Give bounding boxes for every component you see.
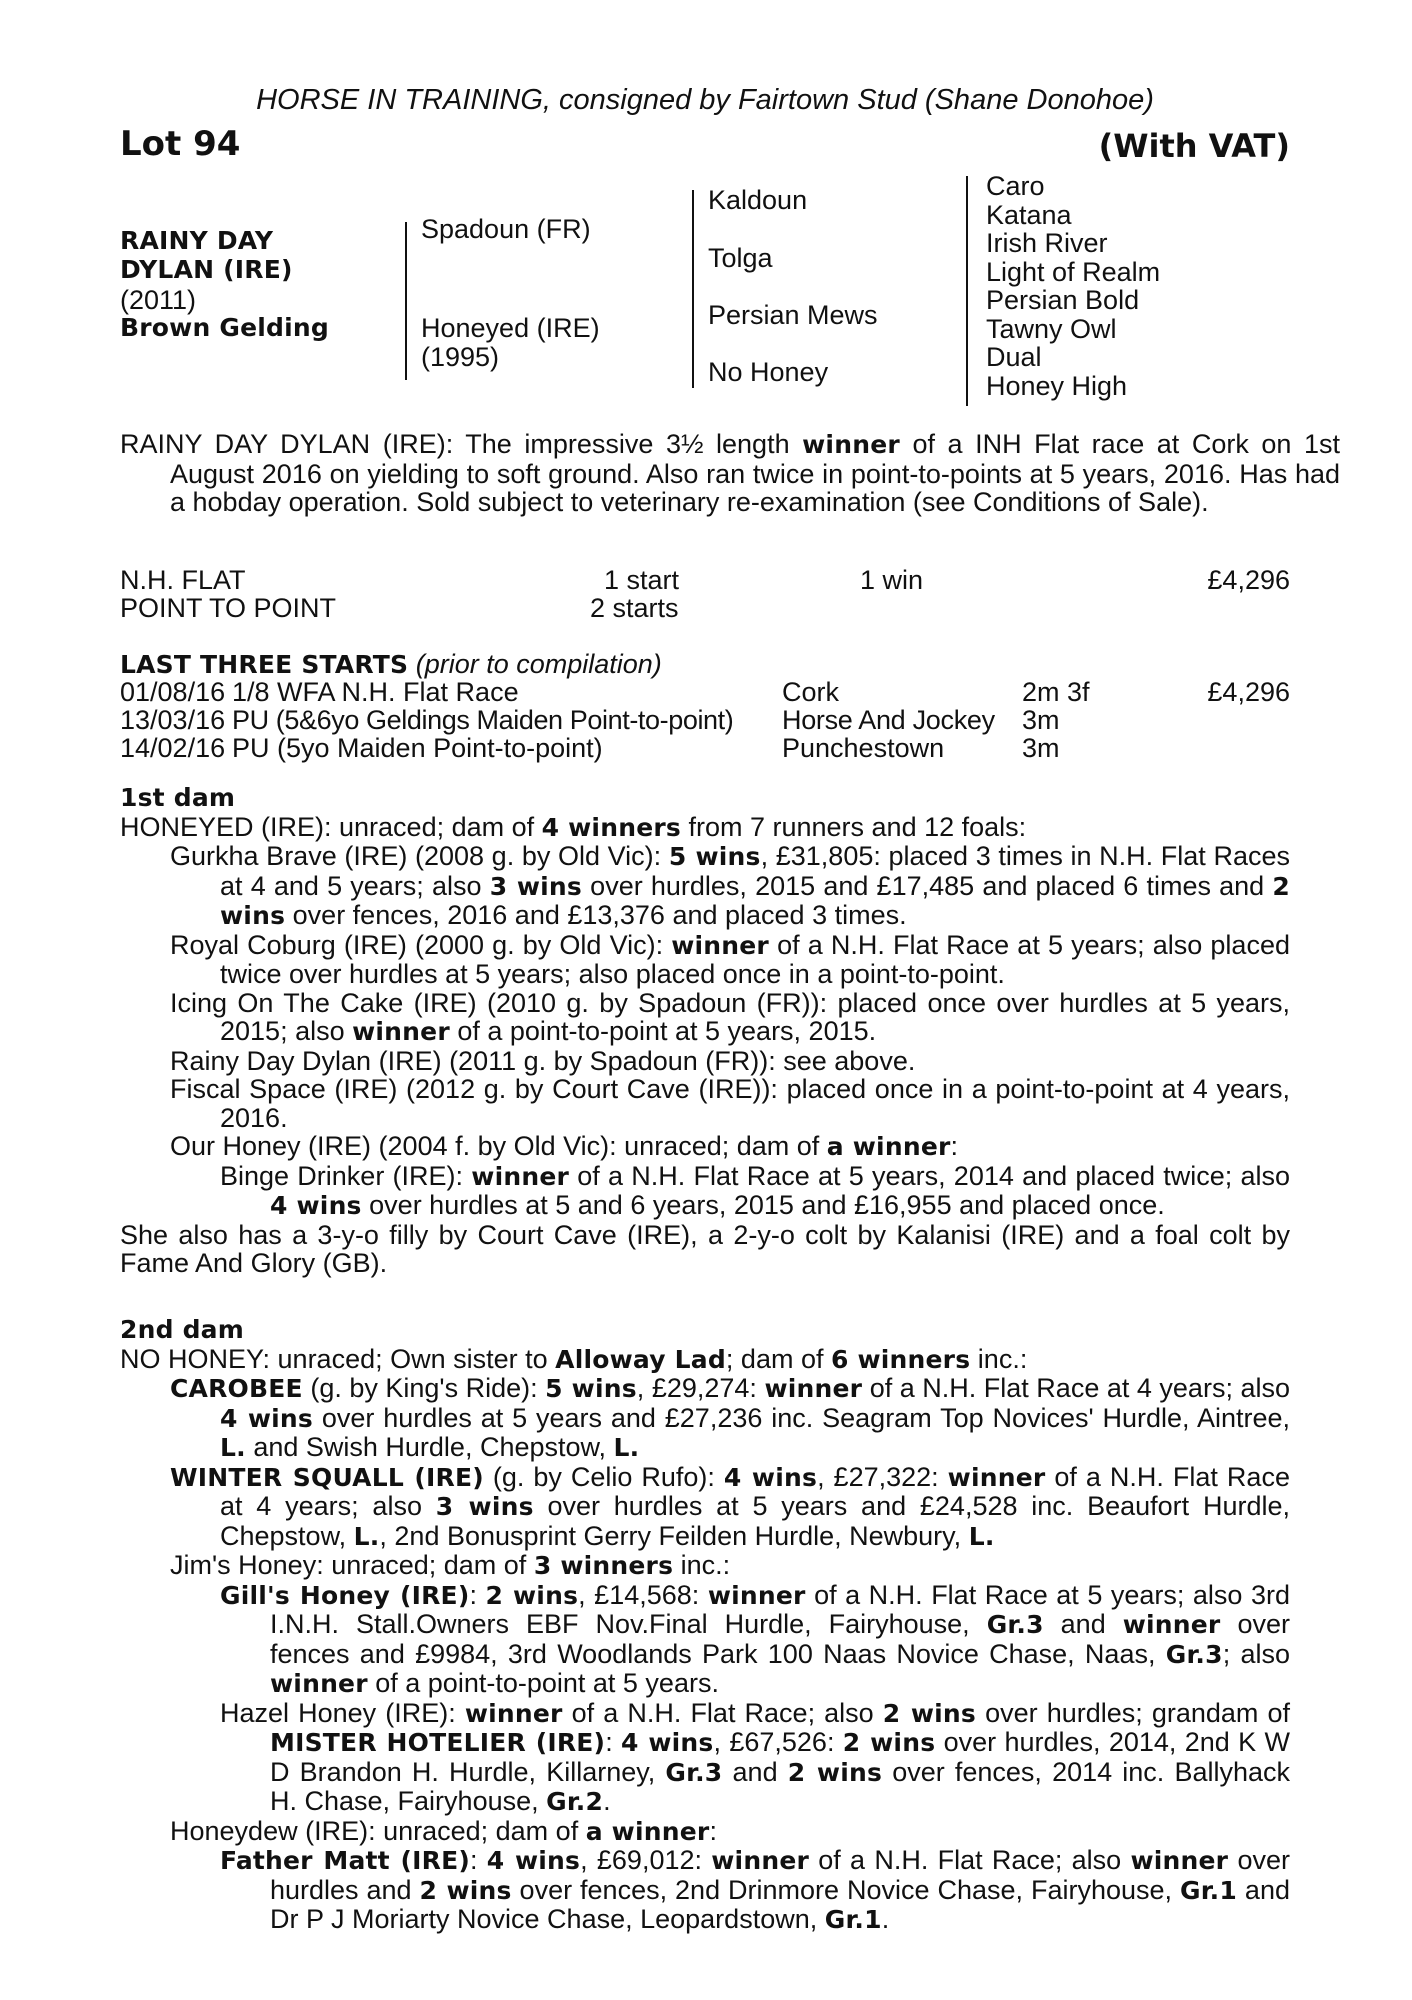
horse-name-line1: RAINY DAY [120, 226, 274, 255]
first-dam-heading: 1st dam [120, 783, 236, 812]
record-type: POINT TO POINT [120, 593, 337, 623]
pedigree-gen2-4: No Honey [708, 357, 829, 387]
second-dam-heading: 2nd dam [120, 1315, 245, 1344]
first-dam-intro: HONEYED (IRE): unraced; dam of 4 winners from 7 runners and 12 foals: [120, 811, 1027, 842]
second-dam-intro: NO HONEY: unraced; Own sister to Alloway Lad; dam of 6 winners inc.: [120, 1343, 1028, 1374]
produce-entry: Jim's Honey: unraced; dam of 3 winners inc.: [170, 1550, 731, 1580]
pedigree-gen3-3: Irish River [986, 228, 1108, 258]
record-starts: 2 starts [590, 593, 679, 623]
last-start-distance: 3m [1022, 705, 1060, 735]
pedigree-gen3-1: Caro [986, 171, 1045, 201]
horse-sex: Brown Gelding [120, 313, 329, 342]
last-start-prize: £4,296 [1207, 677, 1290, 707]
summary-text: RAINY DAY DYLAN (IRE): The impressive 3½ length [120, 429, 803, 459]
lot-number: Lot 94 [120, 124, 241, 164]
horse-name-line2: DYLAN (IRE) [120, 255, 293, 284]
first-dam-closing: She also has a 3-y-o filly by Court Cave (IRE), a 2-y-o colt by Kalanisi (IRE) and a foal colt by Fame And Glory (GB). [120, 1219, 1290, 1278]
last-start-course: Horse And Jockey [782, 705, 995, 735]
last-start-date: 13/03/16 [120, 705, 226, 735]
pedigree-gen3-8: Honey High [986, 371, 1128, 401]
last-start-date: 14/02/16 [120, 733, 226, 763]
last-start-distance: 3m [1022, 733, 1060, 763]
produce-entry: Rainy Day Dylan (IRE) (2011 g. by Spadoun (FR)): see above. [170, 1045, 916, 1076]
produce-entry: Our Honey (IRE) (2004 f. by Old Vic): unraced; dam of a winner: [170, 1131, 959, 1161]
summary-bold: winner [802, 430, 900, 459]
pedigree-gen2-1: Kaldoun [708, 185, 808, 215]
summary-text: of a INH Flat race at Cork on 1st August 2016 on yielding to soft ground. Also ran twice in point-to-points at 5 years, 2016. Has had a hobday operation. Sold subject to veterinary re-examination (see Conditions of Sale). [170, 429, 1340, 517]
grand-produce-entry: Father Matt (IRE): 4 wins, £69,012: winner of a N.H. Flat Race; also winner over hurdles and 2 wins over fences, 2nd Drinmore Novice Chase, Fairyhouse, Gr.1 and Dr P J Moriarty Novice Chase, Leopardstown, Gr.1. [220, 1845, 1290, 1934]
record-prize: £4,296 [1207, 565, 1290, 595]
dam-year: (1995) [421, 342, 500, 372]
last-starts-heading: LAST THREE STARTS (prior to compilation) [120, 649, 662, 679]
last-start-result: PU (5&6yo Geldings Maiden Point-to-point) [232, 705, 734, 735]
foaling-year: (2011) [120, 285, 197, 315]
grand-produce-entry: Gill's Honey (IRE): 2 wins, £14,568: winner of a N.H. Flat Race at 5 years; also 3rd I.N.H. Stall.Owners EBF Nov.Final Hurdle, Fairyhouse, Gr.3 and winner over fences and £9984, 3rd Woodlands Park 100 Naas Novice Chase, Naas, Gr.3; also winner of a point-to-point at 5 years. [220, 1579, 1290, 1698]
produce-entry: Fiscal Space (IRE) (2012 g. by Court Cave (IRE)): placed once in a point-to-point at 4 years, 2016. [170, 1074, 1290, 1133]
record-type: N.H. FLAT [120, 565, 246, 595]
last-start-result: PU (5yo Maiden Point-to-point) [232, 733, 603, 763]
pedigree-gen3-7: Dual [986, 342, 1042, 372]
pedigree-gen3-6: Tawny Owl [986, 314, 1117, 344]
pedigree-gen3-2: Katana [986, 200, 1072, 230]
record-wins: 1 win [860, 565, 924, 595]
produce-entry: Gurkha Brave (IRE) (2008 g. by Old Vic): 5 wins, £31,805: placed 3 times in N.H. Flat Races at 4 and 5 years; also 3 wins over hurdles, 2015 and £17,485 and placed 6 times and 2 wins over fences, 2016 and £13,376 and placed 3 times. [170, 841, 1290, 930]
produce-entry: Icing On The Cake (IRE) (2010 g. by Spadoun (FR)): placed once over hurdles at 5 years, 2015; also winner of a point-to-point at 5 years, 2015. [170, 987, 1290, 1046]
second-dam-section [120, 1316, 1290, 1935]
dam: Honeyed (IRE) [421, 313, 600, 343]
last-start-course: Cork [782, 677, 840, 707]
produce-entry: CAROBEE (g. by King's Ride): 5 wins, £29,274: winner of a N.H. Flat Race at 4 years; also 4 wins over hurdles at 5 years and £27,236 inc. Seagram Top Novices' Hurdle, Aintree, L. and Swish Hurdle, Chepstow, L. [170, 1373, 1290, 1462]
consignor-heading: HORSE IN TRAINING, consigned by Fairtown Stud (Shane Donohoe) [256, 84, 1154, 116]
produce-entry: Royal Coburg (IRE) (2000 g. by Old Vic): winner of a N.H. Flat Race at 5 years; also placed twice over hurdles at 5 years; also placed once in a point-to-point. [170, 929, 1290, 989]
last-start-distance: 2m 3f [1022, 677, 1090, 707]
pedigree-divider-1 [405, 222, 407, 380]
grand-produce-entry: Binge Drinker (IRE): winner of a N.H. Flat Race at 5 years, 2014 and placed twice; also 4 wins over hurdles at 5 and 6 years, 2015 and £16,955 and placed once. [220, 1160, 1290, 1220]
grand-produce-entry: Hazel Honey (IRE): winner of a N.H. Flat Race; also 2 wins over hurdles; grandam of MISTER HOTELIER (IRE): 4 wins, £67,526: 2 wins over hurdles, 2014, 2nd K W D Brandon H. Hurdle, Killarney, Gr.3 and 2 wins over fences, 2014 inc. Ballyhack H. Chase, Fairyhouse, Gr.2. [220, 1697, 1290, 1816]
first-dam-section [120, 784, 1290, 1278]
pedigree-divider-2 [692, 190, 694, 388]
record-starts: 1 start [604, 565, 680, 595]
produce-entry: WINTER SQUALL (IRE) (g. by Celio Rufo): 4 wins, £27,322: winner of a N.H. Flat Race at 4 years; also 3 wins over hurdles at 5 years and £24,528 inc. Beaufort Hurdle, Chepstow, L., 2nd Bonusprint Gerry Feilden Hurdle, Newbury, L. [170, 1461, 1290, 1551]
last-start-course: Punchestown [782, 733, 945, 763]
pedigree-gen3-4: Light of Realm [986, 257, 1161, 287]
vat-note: (With VAT) [1098, 127, 1290, 165]
produce-entry: Honeydew (IRE): unraced; dam of a winner: [170, 1815, 717, 1846]
last-start-date: 01/08/16 [120, 677, 226, 707]
summary-paragraph [120, 430, 1340, 517]
pedigree-gen3-5: Persian Bold [986, 285, 1140, 315]
pedigree-divider-3 [966, 176, 968, 406]
last-start-result: 1/8 WFA N.H. Flat Race [232, 677, 519, 707]
pedigree-gen2-2: Tolga [708, 243, 773, 273]
pedigree-gen2-3: Persian Mews [708, 300, 878, 330]
sire: Spadoun (FR) [421, 214, 591, 244]
